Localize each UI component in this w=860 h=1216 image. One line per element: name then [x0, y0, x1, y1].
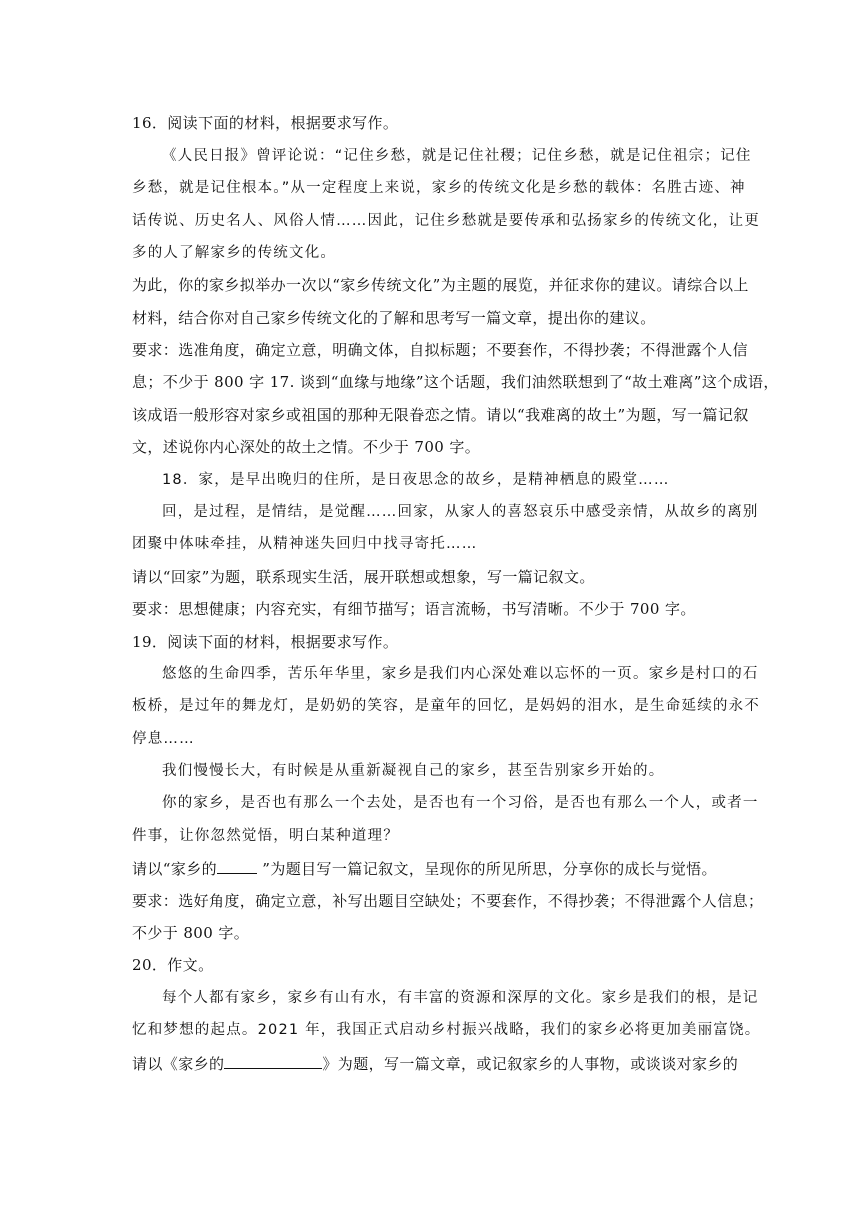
q18-material-line-1: 18．家，是早出晚归的住所，是日夜思念的故乡，是精神栖息的殿堂…… — [162, 472, 670, 488]
q19-task — [132, 858, 732, 879]
q18-task: 请以“回家”为题，联系现实生活，展开联想或想象，写一篇记叙文。 — [132, 568, 595, 586]
q19-requirements-line-2: 不少于 800 字。 — [132, 924, 250, 942]
q20-material-line-2: 忆和梦想的起点。2021 年，我国正式启动乡村振兴战略，我们的家乡必将更加美丽富饶。 — [132, 1022, 761, 1038]
title-blank — [217, 858, 257, 874]
q19-material-line-5: 你的家乡，是否也有那么一个去处，是否也有一个习俗，是否也有那么一个人，或者一 — [162, 795, 759, 811]
q16-material-line-3: 话传说、历史名人、风俗人情……因此，记住乡愁就是要传承和弘扬家乡的传统文化，让更 — [132, 213, 760, 229]
q20-task — [132, 1053, 739, 1074]
q16-material-line-2: 乡愁，就是记住根本。”从一定程度上来说，家乡的传统文化是乡愁的载体：名胜古迹、神 — [132, 180, 746, 196]
q18-requirements: 要求：思想健康；内容充实，有细节描写；语言流畅，书写清晰。不少于 700 字。 — [132, 600, 696, 618]
q19-material-line-2: 板桥，是过年的舞龙灯，是奶奶的笑容，是童年的回忆，是妈妈的泪水，是生命延续的永不 — [132, 698, 760, 714]
q18-material-line-2: 回，是过程，是情结，是觉醒……回家，从家人的喜怒哀乐中感受亲情，从故乡的离别 — [162, 504, 759, 520]
q16-material-line-4: 多的人了解家乡的传统文化。 — [132, 245, 337, 261]
q16-requirements-line-1: 要求：选准角度，确定立意，明确文体，自拟标题；不要套作，不得抄袭；不得泄露个人信 — [132, 341, 749, 359]
q19-material-line-1: 悠悠的生命四季，苦乐年华里，家乡是我们内心深处难以忘怀的一页。家乡是村口的石 — [162, 666, 759, 682]
q16-requirements-line-2: 息；不少于 800 字 17. 谈到“血缘与地缘”这个话题，我们油然联想到了“故土难离”这个成语， — [132, 373, 779, 391]
q19-heading: 19．阅读下面的材料，根据要求写作。 — [132, 633, 399, 651]
title-blank — [224, 1053, 322, 1069]
q18-material-line-3: 团聚中体味牵挂，从精神迷失回归中找寻寄托…… — [132, 536, 478, 552]
q19-task-before: 请以“家乡的 — [132, 860, 218, 878]
q16-requirements-line-4: 文，述说你内心深处的故土之情。不少于 700 字。 — [132, 438, 481, 456]
q19-material-line-6: 件事，让你忽然觉悟，明白某种道理？ — [132, 828, 399, 844]
q19-material-line-4: 我们慢慢长大，有时候是从重新凝视自己的家乡，甚至告别家乡开始的。 — [162, 763, 665, 779]
q16-heading: 16．阅读下面的材料，根据要求写作。 — [132, 114, 399, 132]
q20-material-line-1: 每个人都有家乡，家乡有山有水，有丰富的资源和深厚的文化。家乡是我们的根，是记 — [162, 990, 759, 1006]
q20-heading: 20．作文。 — [132, 956, 214, 974]
q16-task-line-2: 材料，结合你对自己家乡传统文化的了解和思考写一篇文章，提出你的建议。 — [132, 309, 656, 327]
q16-material-line-1: 《人民日报》曾评论说：“记住乡愁，就是记住社稷；记住乡愁，就是记住祖宗；记住 — [162, 148, 752, 164]
q19-task-after: ”为题目写一篇记叙文，呈现你的所见所思，分享你的成长与觉悟。 — [257, 860, 717, 878]
q20-task-before: 请以《家乡的 — [132, 1055, 225, 1073]
q16-task-line-1: 为此，你的家乡拟举办一次以“家乡传统文化”为主题的展览，并征求你的建议。请综合以上 — [132, 276, 749, 294]
q16-requirements-line-3: 该成语一般形容对家乡或祖国的那种无限眷恋之情。请以“我难离的故土”为题，写一篇记叙 — [132, 406, 749, 424]
q19-requirements-line-1: 要求：选好角度，确定立意，补写出题目空缺处；不要套作，不得抄袭；不得泄露个人信息； — [132, 892, 764, 910]
q20-task-after: 》为题，写一篇文章，或记叙家乡的人事物，或谈谈对家乡的 — [322, 1055, 739, 1073]
q19-material-line-3: 停息…… — [132, 731, 195, 747]
